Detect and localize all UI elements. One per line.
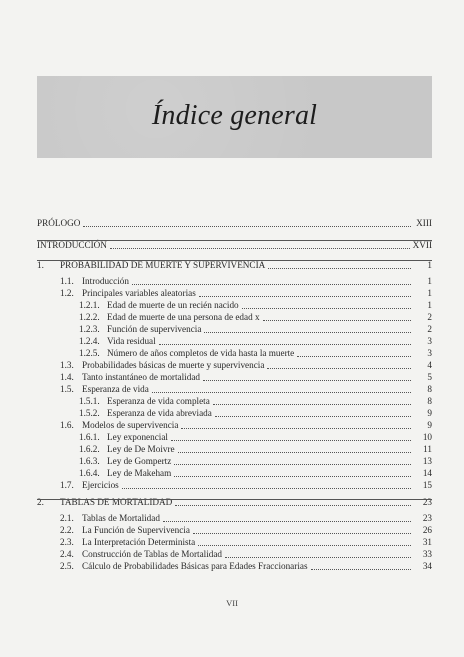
- toc-entry[interactable]: [37, 371, 432, 383]
- toc-entry-title: Esperanza de vida abreviada: [107, 408, 212, 418]
- toc-entry-page: 1: [427, 276, 432, 286]
- toc-entry-number: 1.6.4.: [79, 468, 100, 478]
- dot-leader: [132, 284, 411, 285]
- toc-entry-number: 1.6.3.: [79, 456, 100, 466]
- toc-entry[interactable]: [37, 217, 432, 229]
- toc-entry-title: Probabilidades básicas de muerte y supervivencia: [82, 360, 265, 370]
- toc-entry[interactable]: [37, 395, 432, 407]
- dot-leader: [122, 488, 411, 489]
- toc-entry-page: 13: [422, 456, 432, 466]
- toc-entry-number: 1.6.2.: [79, 444, 100, 454]
- toc-entry-page: 3: [427, 336, 432, 346]
- toc-entry-page: 2: [427, 312, 432, 322]
- toc-entry[interactable]: [37, 479, 432, 491]
- toc-entry-title: Vida residual: [107, 336, 156, 346]
- toc-entry-page: 1: [427, 300, 432, 310]
- title-banner: [37, 76, 432, 158]
- dot-leader: [181, 428, 411, 429]
- toc-entry-title: Ley de De Moivre: [107, 444, 175, 454]
- toc-entry-number: 1.6.1.: [79, 432, 100, 442]
- toc-entry-title: Esperanza de vida: [82, 384, 149, 394]
- dot-leader: [215, 416, 411, 417]
- toc-entry-number: 1.5.1.: [79, 396, 100, 406]
- toc-entry-number: 1.2.4.: [79, 336, 100, 346]
- toc-entry-number: 2.1.: [60, 513, 74, 523]
- toc-entry[interactable]: [37, 383, 432, 395]
- toc-entry-number: 2.4.: [60, 549, 74, 559]
- toc-entry-title: Construcción de Tablas de Mortalidad: [82, 549, 223, 559]
- dot-leader: [178, 452, 411, 453]
- toc-entry[interactable]: [37, 431, 432, 443]
- toc-entry-number: 1.2.: [60, 288, 74, 298]
- toc-entry-title: TABLAS DE MORTALIDAD: [60, 497, 173, 507]
- toc-entry[interactable]: [37, 299, 432, 311]
- toc-entry-page: 10: [422, 432, 432, 442]
- dot-leader: [110, 248, 410, 249]
- toc-entry[interactable]: [37, 536, 432, 548]
- toc-entry-page: 8: [427, 396, 432, 406]
- toc-entry-number: 1.7.: [60, 480, 74, 490]
- toc-entry-title: PRÓLOGO: [37, 218, 81, 228]
- dot-leader: [242, 308, 411, 309]
- toc-entry-page: 5: [427, 372, 432, 382]
- toc-entry-title: Número de años completos de vida hasta la muerte: [107, 348, 295, 358]
- page-title: Índice general: [151, 100, 318, 131]
- toc-entry[interactable]: [37, 443, 432, 455]
- section-divider: [37, 499, 432, 500]
- toc-entry-page: 3: [427, 348, 432, 358]
- dot-leader: [171, 440, 411, 441]
- dot-leader: [203, 380, 411, 381]
- dot-leader: [159, 344, 411, 345]
- toc-entry-title: La Interpretación Determinista: [82, 537, 196, 547]
- toc-entry[interactable]: [37, 455, 432, 467]
- toc-entry[interactable]: [37, 311, 432, 323]
- toc-entry[interactable]: [37, 560, 432, 572]
- toc-entry-page: 14: [422, 468, 432, 478]
- toc-entry-page: 9: [427, 420, 432, 430]
- dot-leader: [152, 392, 411, 393]
- toc-entry-title: Tanto instantáneo de mortalidad: [82, 372, 200, 382]
- dot-leader: [163, 521, 411, 522]
- toc-entry[interactable]: [37, 287, 432, 299]
- toc-entry-title: Edad de muerte de una persona de edad x: [107, 312, 260, 322]
- toc-entry-number: 1.2.1.: [79, 300, 100, 310]
- toc-entry-title: Esperanza de vida completa: [107, 396, 210, 406]
- toc-entry-page: 31: [422, 537, 432, 547]
- dot-leader: [199, 296, 411, 297]
- toc-entry-number: 1.: [37, 260, 44, 270]
- toc-entry-number: 2.5.: [60, 561, 74, 571]
- section-divider: [37, 260, 432, 261]
- toc-entry[interactable]: [37, 496, 432, 508]
- toc-entry-title: Principales variables aleatorias: [82, 288, 196, 298]
- toc-entry-page: 4: [427, 360, 432, 370]
- toc-entry-title: Tablas de Mortalidad: [82, 513, 160, 523]
- toc-entry-title: Cálculo de Probabilidades Básicas para Edades Fraccionarias: [82, 561, 308, 571]
- toc-entry-number: 1.5.2.: [79, 408, 100, 418]
- toc-entry-number: 2.2.: [60, 525, 74, 535]
- toc-entry-page: 33: [422, 549, 432, 559]
- toc-entry-number: 2.3.: [60, 537, 74, 547]
- dot-leader: [83, 226, 411, 227]
- section-divider: [37, 240, 432, 241]
- dot-leader: [204, 332, 411, 333]
- toc-entry-number: 2.: [37, 497, 44, 507]
- toc-entry-page: 1: [427, 260, 432, 270]
- dot-leader: [267, 368, 411, 369]
- toc-entry-title: Función de supervivencia: [107, 324, 202, 334]
- toc-entry-number: 1.2.2.: [79, 312, 100, 322]
- toc-entry-title: Ley exponencial: [107, 432, 168, 442]
- toc-entry-number: 1.5.: [60, 384, 74, 394]
- toc-entry-page: 8: [427, 384, 432, 394]
- dot-leader: [213, 404, 411, 405]
- toc-entry-page: XVII: [412, 240, 432, 250]
- toc-entry[interactable]: [37, 419, 432, 431]
- toc-entry-title: La Función de Supervivencia: [82, 525, 190, 535]
- toc-entry-number: 1.4.: [60, 372, 74, 382]
- dot-leader: [174, 476, 411, 477]
- toc-entry-page: 11: [423, 444, 432, 454]
- toc-entry-page: 2: [427, 324, 432, 334]
- toc-entry[interactable]: [37, 467, 432, 479]
- toc-entry[interactable]: [37, 347, 432, 359]
- toc-entry-title: Ley de Gompertz: [107, 456, 172, 466]
- toc-entry-title: PROBABILIDAD DE MUERTE Y SUPERVIVENCIA: [60, 260, 266, 270]
- dot-leader: [175, 505, 411, 506]
- toc-entry-title: Modelos de supervivencia: [82, 420, 179, 430]
- toc-entry-number: 1.2.3.: [79, 324, 100, 334]
- toc-entry[interactable]: [37, 275, 432, 287]
- toc-entry-title: Edad de muerte de un recién nacido: [107, 300, 239, 310]
- toc-entry-title: Introducción: [82, 276, 129, 286]
- dot-leader: [193, 533, 411, 534]
- toc-entry[interactable]: [37, 548, 432, 560]
- toc-entry-title: Ley de Makeham: [107, 468, 172, 478]
- toc-entry-page: 34: [422, 561, 432, 571]
- toc-entry[interactable]: [37, 323, 432, 335]
- dot-leader: [225, 557, 411, 558]
- toc-entry[interactable]: [37, 359, 432, 371]
- dot-leader: [268, 268, 411, 269]
- page-number: VII: [226, 598, 238, 608]
- toc-entry-number: 1.1.: [60, 276, 74, 286]
- dot-leader: [311, 569, 411, 570]
- toc-entry[interactable]: [37, 407, 432, 419]
- toc-entry-title: INTRODUCCIÓN: [37, 240, 107, 250]
- toc-entry-title: Ejercicios: [82, 480, 119, 490]
- toc-entry-page: 15: [422, 480, 432, 490]
- toc-entry[interactable]: [37, 512, 432, 524]
- dot-leader: [263, 320, 411, 321]
- toc-entry-number: 1.6.: [60, 420, 74, 430]
- toc-entry-page: 26: [422, 525, 432, 535]
- toc-entry[interactable]: [37, 524, 432, 536]
- dot-leader: [174, 464, 411, 465]
- toc-entry-number: 1.3.: [60, 360, 74, 370]
- toc-entry-page: 23: [422, 513, 432, 523]
- dot-leader: [198, 545, 411, 546]
- toc-entry-page: XIII: [416, 218, 432, 228]
- toc-entry-number: 1.2.5.: [79, 348, 100, 358]
- toc-entry-page: 9: [427, 408, 432, 418]
- dot-leader: [297, 356, 411, 357]
- toc-entry[interactable]: [37, 335, 432, 347]
- toc-entry-page: 23: [422, 497, 432, 507]
- toc-entry-page: 1: [427, 288, 432, 298]
